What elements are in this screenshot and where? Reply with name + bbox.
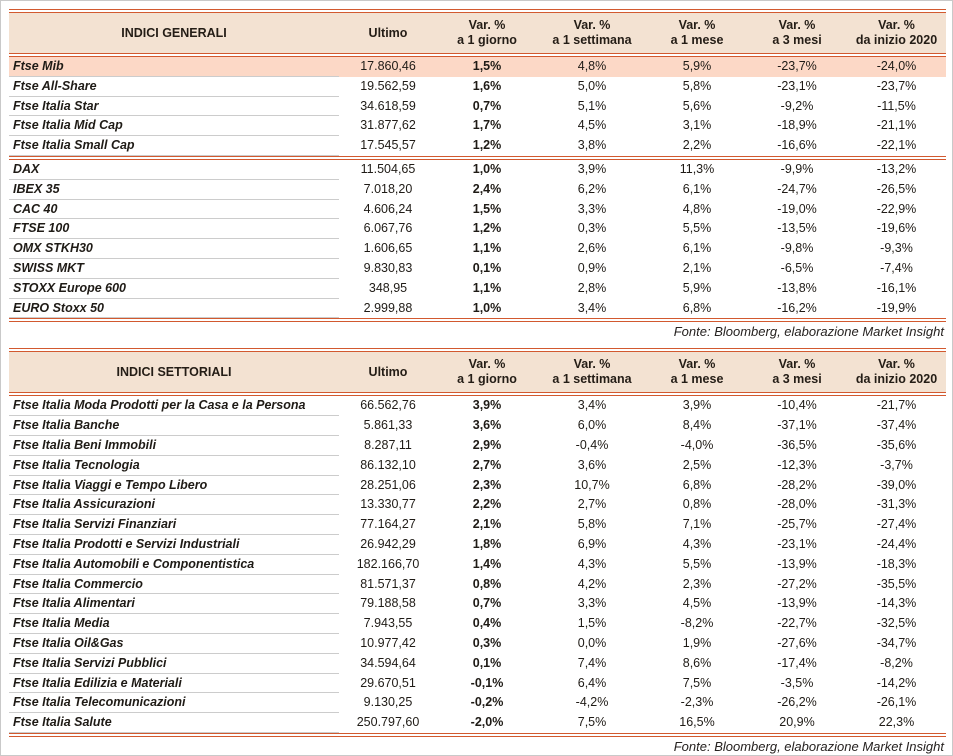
- column-header: Var. % da inizio 2020: [855, 357, 938, 387]
- table-row: [9, 693, 946, 713]
- variation-value-cell: -0,2%: [470, 695, 504, 710]
- variation-value-cell: -21,1%: [876, 118, 917, 133]
- variation-value-cell: 5,1%: [577, 98, 607, 113]
- variation-value-cell: -9,8%: [780, 241, 814, 256]
- variation-value-cell: 2,8%: [577, 280, 607, 295]
- variation-value-cell: 2,5%: [682, 457, 712, 472]
- variation-value-cell: 11,3%: [679, 161, 715, 176]
- variation-value-cell: 22,3%: [878, 715, 915, 730]
- ultimo-value-cell: 10.977,42: [360, 635, 416, 650]
- variation-value-cell: 7,4%: [577, 655, 607, 670]
- variation-value-cell: -8,2%: [880, 655, 913, 670]
- ultimo-value-cell: 5.861,33: [363, 418, 413, 433]
- ultimo-value-cell: 13.330,77: [360, 497, 416, 512]
- index-name-cell: Ftse Italia Small Cap: [9, 136, 339, 156]
- variation-value-cell: -19,0%: [777, 201, 817, 216]
- variation-value-cell: -16,1%: [876, 280, 917, 295]
- variation-value-cell: 6,2%: [577, 181, 607, 196]
- table-header-row: [9, 352, 946, 392]
- variation-value-cell: -2,3%: [680, 695, 714, 710]
- variation-value-cell: -18,9%: [777, 118, 817, 133]
- table-row: [9, 299, 946, 319]
- index-name-cell: Ftse Italia Alimentari: [9, 594, 339, 614]
- index-name-cell: Ftse Italia Moda Prodotti per la Casa e la Persona: [9, 396, 339, 416]
- variation-value-cell: 2,4%: [472, 181, 502, 196]
- variation-value-cell: 1,5%: [472, 59, 502, 73]
- variation-value-cell: 1,0%: [472, 161, 502, 176]
- table-row: [9, 575, 946, 595]
- table-row: [9, 200, 946, 220]
- variation-value-cell: 3,3%: [577, 201, 607, 216]
- variation-value-cell: -22,7%: [777, 616, 817, 631]
- index-name-cell: SWISS MKT: [9, 259, 339, 279]
- variation-value-cell: 20,9%: [779, 715, 815, 730]
- variation-value-cell: -24,4%: [876, 536, 917, 551]
- index-name-cell: Ftse Italia Tecnologia: [9, 456, 339, 476]
- table-row: [9, 396, 946, 416]
- variation-value-cell: 7,1%: [682, 517, 712, 532]
- variation-value-cell: 2,1%: [472, 517, 502, 532]
- variation-value-cell: -23,7%: [777, 59, 817, 73]
- ultimo-value-cell: 11.504,65: [360, 161, 416, 176]
- table-row: [9, 515, 946, 535]
- variation-value-cell: -9,3%: [880, 241, 913, 256]
- ultimo-value-cell: 19.562,59: [360, 78, 416, 93]
- index-name-cell: IBEX 35: [9, 180, 339, 200]
- column-header: Ultimo: [368, 364, 408, 379]
- variation-value-cell: -6,5%: [780, 260, 814, 275]
- table-row: [9, 614, 946, 634]
- variation-value-cell: 3,6%: [577, 457, 607, 472]
- index-name-cell: Ftse Italia Edilizia e Materiali: [9, 674, 339, 694]
- column-header: Var. % a 1 mese: [670, 18, 724, 47]
- column-header: Var. % a 3 mesi: [772, 357, 822, 387]
- index-name-cell: Ftse Mib: [9, 57, 339, 77]
- variation-value-cell: -13,2%: [876, 161, 917, 176]
- ultimo-value-cell: 9.130,25: [363, 695, 413, 710]
- variation-value-cell: 2,1%: [682, 260, 712, 275]
- variation-value-cell: -37,4%: [876, 418, 917, 433]
- ultimo-value-cell: 86.132,10: [360, 457, 416, 472]
- table-row: [9, 77, 946, 97]
- index-name-cell: CAC 40: [9, 200, 339, 220]
- variation-value-cell: 2,3%: [472, 477, 502, 492]
- variation-value-cell: -26,5%: [876, 181, 917, 196]
- variation-value-cell: 7,5%: [682, 675, 712, 690]
- variation-value-cell: 6,1%: [682, 181, 712, 196]
- variation-value-cell: -13,9%: [777, 556, 817, 571]
- variation-value-cell: 3,4%: [577, 300, 607, 315]
- variation-value-cell: -14,2%: [876, 675, 917, 690]
- ultimo-value-cell: 77.164,27: [360, 517, 416, 532]
- table-row: [9, 416, 946, 436]
- ultimo-value-cell: 2.999,88: [363, 300, 413, 315]
- column-header: Var. % da inizio 2020: [855, 18, 938, 47]
- variation-value-cell: -14,3%: [876, 596, 917, 611]
- ultimo-value-cell: 7.943,55: [363, 616, 413, 631]
- variation-value-cell: 4,2%: [577, 576, 607, 591]
- index-name-cell: Ftse Italia Servizi Pubblici: [9, 654, 339, 674]
- variation-value-cell: 0,3%: [472, 635, 502, 650]
- variation-value-cell: -22,9%: [876, 201, 917, 216]
- variation-value-cell: -2,0%: [470, 715, 504, 730]
- variation-value-cell: 0,8%: [472, 576, 502, 591]
- variation-value-cell: 2,2%: [472, 497, 502, 512]
- variation-value-cell: -32,5%: [876, 616, 917, 631]
- variation-value-cell: 3,9%: [577, 161, 607, 176]
- ultimo-value-cell: 9.830,83: [363, 260, 413, 275]
- variation-value-cell: 5,8%: [682, 78, 712, 93]
- variation-value-cell: -23,1%: [777, 78, 817, 93]
- variation-value-cell: -3,7%: [880, 457, 913, 472]
- ultimo-value-cell: 6.067,76: [363, 221, 413, 236]
- column-header: Var. % a 1 settimana: [552, 357, 632, 387]
- table-row: [9, 57, 946, 77]
- table-indici-settoriali: [9, 348, 946, 737]
- index-name-cell: Ftse Italia Prodotti e Servizi Industriali: [9, 535, 339, 555]
- variation-value-cell: 1,1%: [472, 280, 502, 295]
- index-name-cell: Ftse Italia Star: [9, 97, 339, 117]
- index-name-cell: Ftse Italia Commercio: [9, 575, 339, 595]
- variation-value-cell: 6,8%: [682, 300, 712, 315]
- variation-value-cell: -26,1%: [876, 695, 917, 710]
- table-row: [9, 634, 946, 654]
- index-name-cell: Ftse Italia Assicurazioni: [9, 495, 339, 515]
- variation-value-cell: 0,0%: [577, 635, 607, 650]
- variation-value-cell: -4,0%: [680, 437, 714, 452]
- index-name-cell: Ftse Italia Servizi Finanziari: [9, 515, 339, 535]
- variation-value-cell: 1,6%: [472, 78, 502, 93]
- variation-value-cell: 6,1%: [682, 241, 712, 256]
- index-name-cell: FTSE 100: [9, 219, 339, 239]
- index-name-cell: DAX: [9, 160, 339, 180]
- variation-value-cell: -0,1%: [470, 675, 504, 690]
- ultimo-value-cell: 66.562,76: [360, 398, 416, 413]
- variation-value-cell: -8,2%: [680, 616, 714, 631]
- variation-value-cell: -28,0%: [777, 497, 817, 512]
- ultimo-value-cell: 34.618,59: [360, 98, 416, 113]
- variation-value-cell: 1,4%: [472, 556, 502, 571]
- variation-value-cell: 5,9%: [682, 280, 712, 295]
- table-row: [9, 535, 946, 555]
- variation-value-cell: 5,8%: [577, 517, 607, 532]
- variation-value-cell: 0,3%: [577, 221, 607, 236]
- variation-value-cell: -9,9%: [780, 161, 814, 176]
- variation-value-cell: 16,5%: [679, 715, 715, 730]
- variation-value-cell: 3,4%: [577, 398, 607, 413]
- variation-value-cell: -27,6%: [777, 635, 817, 650]
- index-name-cell: Ftse Italia Mid Cap: [9, 116, 339, 136]
- variation-value-cell: 7,5%: [577, 715, 607, 730]
- variation-value-cell: 6,9%: [577, 536, 607, 551]
- table-row: [9, 555, 946, 575]
- index-name-cell: OMX STKH30: [9, 239, 339, 259]
- variation-value-cell: 2,3%: [682, 576, 712, 591]
- table-title-header: INDICI GENERALI: [121, 25, 227, 40]
- variation-value-cell: 2,9%: [472, 437, 502, 452]
- column-header: Var. % a 1 mese: [670, 357, 724, 387]
- variation-value-cell: -39,0%: [876, 477, 917, 492]
- variation-value-cell: 4,5%: [577, 118, 607, 133]
- variation-value-cell: 3,1%: [682, 118, 712, 133]
- variation-value-cell: 0,8%: [682, 497, 712, 512]
- column-header: Ultimo: [368, 25, 408, 40]
- variation-value-cell: 0,7%: [472, 596, 502, 611]
- variation-value-cell: 3,6%: [472, 418, 502, 433]
- index-name-cell: STOXX Europe 600: [9, 279, 339, 299]
- variation-value-cell: -24,7%: [777, 181, 817, 196]
- index-name-cell: Ftse Italia Automobili e Componentistica: [9, 555, 339, 575]
- table-row: [9, 97, 946, 117]
- column-header: Var. % a 3 mesi: [772, 18, 822, 47]
- variation-value-cell: 0,1%: [472, 260, 502, 275]
- variation-value-cell: -27,2%: [777, 576, 817, 591]
- index-name-cell: Ftse Italia Oil&Gas: [9, 634, 339, 654]
- ultimo-value-cell: 250.797,60: [356, 715, 420, 730]
- variation-value-cell: 0,4%: [472, 616, 502, 631]
- ultimo-value-cell: 28.251,06: [360, 477, 416, 492]
- index-name-cell: Ftse Italia Viaggi e Tempo Libero: [9, 476, 339, 496]
- ultimo-value-cell: 34.594,64: [360, 655, 416, 670]
- ultimo-value-cell: 7.018,20: [363, 181, 413, 196]
- variation-value-cell: 1,5%: [472, 201, 502, 216]
- variation-value-cell: 4,3%: [682, 536, 712, 551]
- variation-value-cell: -10,4%: [777, 398, 817, 413]
- table-row: [9, 259, 946, 279]
- variation-value-cell: -28,2%: [777, 477, 817, 492]
- table-row: [9, 279, 946, 299]
- ultimo-value-cell: 79.188,58: [360, 596, 416, 611]
- ultimo-value-cell: 8.287,11: [364, 437, 412, 452]
- variation-value-cell: 2,6%: [577, 241, 607, 256]
- variation-value-cell: 8,4%: [682, 418, 712, 433]
- variation-value-cell: -21,7%: [876, 398, 917, 413]
- source-caption: Fonte: Bloomberg, elaborazione Market Insight: [673, 324, 944, 340]
- variation-value-cell: 1,8%: [472, 536, 502, 551]
- variation-value-cell: -13,5%: [777, 221, 817, 236]
- variation-value-cell: 4,3%: [577, 556, 607, 571]
- ultimo-value-cell: 31.877,62: [360, 118, 416, 133]
- ultimo-value-cell: 4.606,24: [363, 201, 413, 216]
- table-indici-generali: [9, 9, 946, 322]
- ultimo-value-cell: 17.860,46: [360, 59, 416, 73]
- variation-value-cell: -9,2%: [780, 98, 814, 113]
- variation-value-cell: 10,7%: [574, 477, 610, 492]
- table-title-header: INDICI SETTORIALI: [116, 364, 232, 379]
- variation-value-cell: -13,8%: [777, 280, 817, 295]
- variation-value-cell: -24,0%: [876, 59, 917, 73]
- table-row: [9, 239, 946, 259]
- variation-value-cell: -35,6%: [876, 437, 917, 452]
- ultimo-value-cell: 26.942,29: [360, 536, 416, 551]
- variation-value-cell: 2,7%: [472, 457, 502, 472]
- variation-value-cell: 2,7%: [577, 497, 607, 512]
- variation-value-cell: 6,0%: [577, 418, 607, 433]
- table-row: [9, 674, 946, 694]
- table-row: [9, 180, 946, 200]
- column-header: Var. % a 1 settimana: [552, 18, 632, 47]
- variation-value-cell: 5,5%: [682, 221, 712, 236]
- variation-value-cell: -13,9%: [777, 596, 817, 611]
- table-row: [9, 476, 946, 496]
- index-name-cell: Ftse Italia Banche: [9, 416, 339, 436]
- ultimo-value-cell: 29.670,51: [360, 675, 416, 690]
- variation-value-cell: 4,5%: [682, 596, 712, 611]
- variation-value-cell: 5,6%: [682, 98, 712, 113]
- table-row: [9, 495, 946, 515]
- variation-value-cell: -12,3%: [777, 457, 817, 472]
- column-header: Var. % a 1 giorno: [457, 18, 517, 47]
- variation-value-cell: -34,7%: [876, 635, 917, 650]
- variation-value-cell: -0,4%: [575, 437, 609, 452]
- table-row: [9, 160, 946, 180]
- table-row: [9, 116, 946, 136]
- table-row: [9, 594, 946, 614]
- variation-value-cell: 1,2%: [472, 221, 502, 236]
- variation-value-cell: 1,2%: [472, 138, 502, 153]
- variation-value-cell: 6,8%: [682, 477, 712, 492]
- index-name-cell: Ftse Italia Media: [9, 614, 339, 634]
- variation-value-cell: -18,3%: [876, 556, 917, 571]
- variation-value-cell: -3,5%: [780, 675, 814, 690]
- variation-value-cell: 5,0%: [577, 78, 607, 93]
- variation-value-cell: -37,1%: [777, 418, 817, 433]
- table-row: [9, 136, 946, 156]
- ultimo-value-cell: 1.606,65: [363, 241, 413, 256]
- table-gap: [9, 341, 944, 348]
- variation-value-cell: -27,4%: [876, 517, 917, 532]
- variation-value-cell: -19,6%: [876, 221, 917, 236]
- variation-value-cell: -7,4%: [880, 260, 913, 275]
- index-name-cell: Ftse Italia Telecomunicazioni: [9, 693, 339, 713]
- variation-value-cell: 1,5%: [577, 616, 607, 631]
- variation-value-cell: -16,2%: [777, 300, 817, 315]
- variation-value-cell: -22,1%: [876, 138, 917, 153]
- variation-value-cell: -19,9%: [876, 300, 917, 315]
- variation-value-cell: -11,5%: [877, 98, 916, 113]
- table-header-row: [9, 13, 946, 53]
- variation-value-cell: -23,7%: [876, 78, 917, 93]
- table-row: [9, 436, 946, 456]
- variation-value-cell: -25,7%: [777, 517, 817, 532]
- ultimo-value-cell: 182.166,70: [356, 556, 420, 571]
- variation-value-cell: 6,4%: [577, 675, 607, 690]
- variation-value-cell: 2,2%: [682, 138, 712, 153]
- table-row: [9, 456, 946, 476]
- variation-value-cell: 1,0%: [472, 300, 502, 315]
- variation-value-cell: 0,1%: [472, 655, 502, 670]
- variation-value-cell: 8,6%: [682, 655, 712, 670]
- variation-value-cell: 5,5%: [682, 556, 712, 571]
- table-row: [9, 713, 946, 733]
- variation-value-cell: -4,2%: [575, 695, 609, 710]
- variation-value-cell: -31,3%: [876, 497, 917, 512]
- variation-value-cell: -23,1%: [777, 536, 817, 551]
- table-row: [9, 219, 946, 239]
- variation-value-cell: 4,8%: [682, 201, 712, 216]
- variation-value-cell: 1,9%: [682, 635, 712, 650]
- index-name-cell: Ftse All-Share: [9, 77, 339, 97]
- variation-value-cell: 3,8%: [577, 138, 607, 153]
- variation-value-cell: -16,6%: [777, 138, 817, 153]
- column-header: Var. % a 1 giorno: [457, 357, 517, 387]
- variation-value-cell: 3,3%: [577, 596, 607, 611]
- index-name-cell: Ftse Italia Salute: [9, 713, 339, 733]
- variation-value-cell: 5,9%: [682, 59, 712, 73]
- variation-value-cell: 1,1%: [472, 241, 502, 256]
- variation-value-cell: -36,5%: [777, 437, 817, 452]
- ultimo-value-cell: 81.571,37: [360, 576, 416, 591]
- source-caption: Fonte: Bloomberg, elaborazione Market Insight: [673, 738, 944, 754]
- variation-value-cell: 3,9%: [472, 398, 502, 413]
- ultimo-value-cell: 348,95: [368, 280, 408, 295]
- table-row: [9, 654, 946, 674]
- index-name-cell: Ftse Italia Beni Immobili: [9, 436, 339, 456]
- variation-value-cell: -35,5%: [876, 576, 917, 591]
- variation-value-cell: -17,4%: [777, 655, 817, 670]
- variation-value-cell: -26,2%: [777, 695, 817, 710]
- index-name-cell: EURO Stoxx 50: [9, 299, 339, 319]
- variation-value-cell: 0,7%: [472, 98, 502, 113]
- variation-value-cell: 3,9%: [682, 398, 712, 413]
- variation-value-cell: 4,8%: [577, 59, 607, 73]
- variation-value-cell: 0,9%: [577, 260, 607, 275]
- variation-value-cell: 1,7%: [472, 118, 502, 133]
- ultimo-value-cell: 17.545,57: [360, 138, 416, 153]
